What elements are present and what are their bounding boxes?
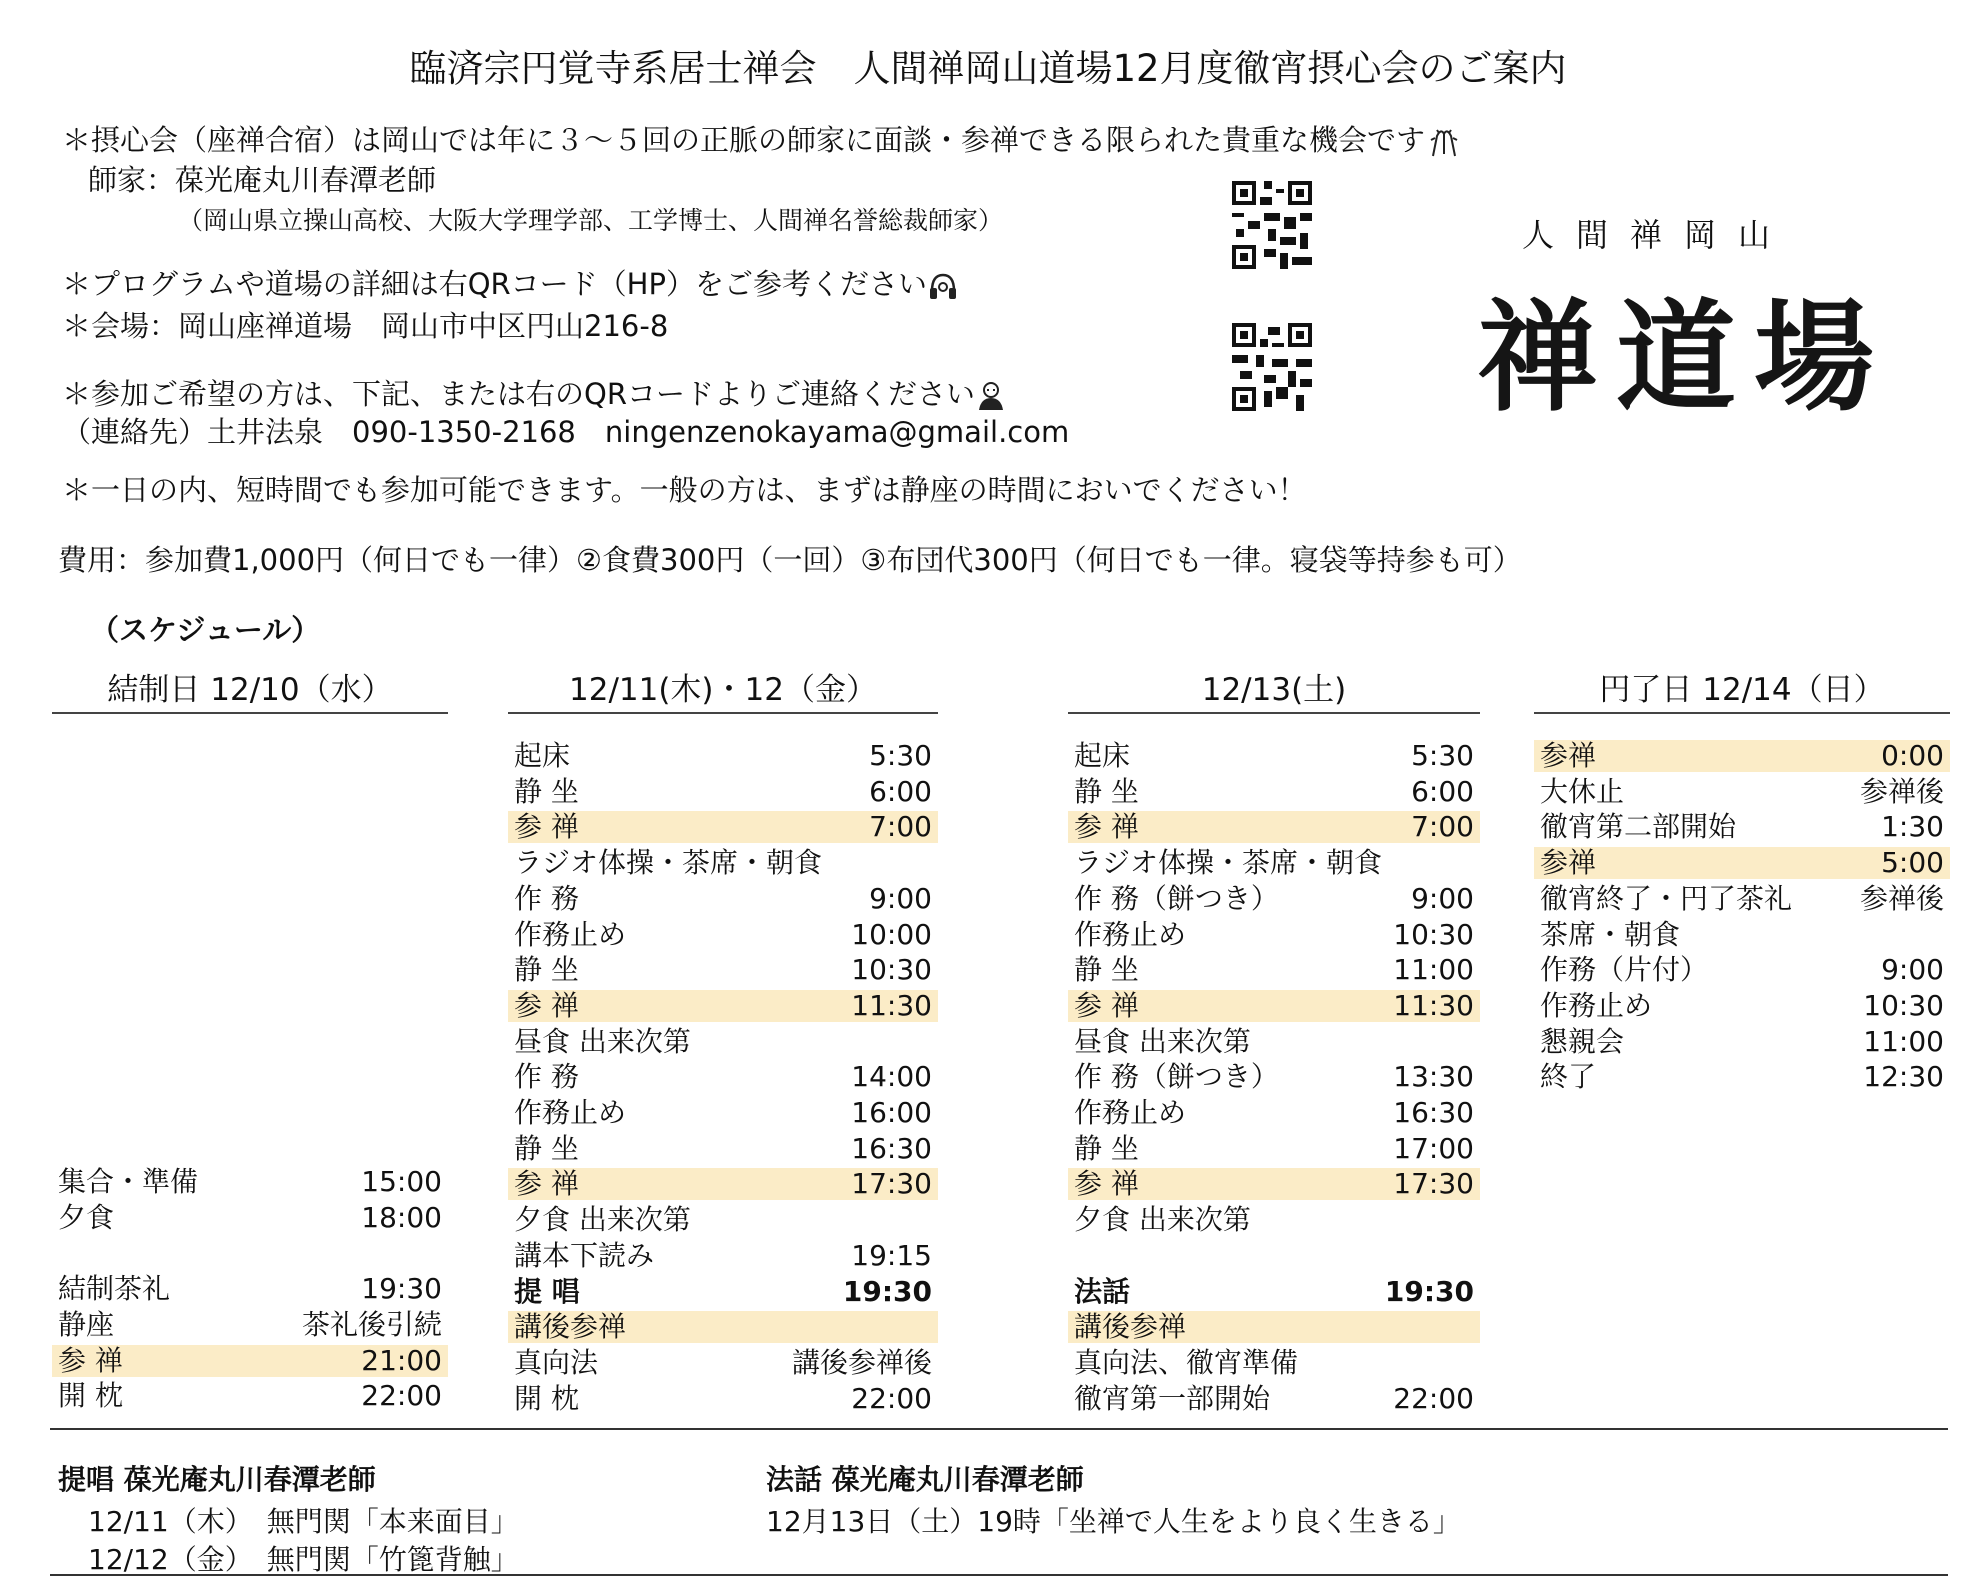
column-header: 12/13(土)	[1201, 672, 1347, 708]
schedule-activity: 夕食 出来次第	[514, 1203, 691, 1236]
fees-line: 費用：参加費1,000円（何日でも一律）②食費300円（一回）③布団代300円（何日でも一律。寝袋等持参も可）	[58, 543, 1522, 577]
schedule-activity: 参 禅	[58, 1344, 123, 1377]
schedule-activity: 作務止め	[1074, 1096, 1187, 1129]
schedule-row	[508, 1204, 938, 1236]
headphones-icon	[927, 271, 959, 301]
schedule-row	[1534, 740, 1950, 772]
schedule-row	[508, 1061, 938, 1093]
schedule-time: 7:00	[1411, 810, 1474, 843]
schedule-row	[1068, 883, 1480, 915]
schedule-activity: 作務止め	[514, 1096, 627, 1129]
schedule-row	[508, 811, 938, 843]
schedule-activity: 集合・準備	[58, 1165, 199, 1198]
schedule-activity: 終了	[1540, 1060, 1597, 1093]
schedule-row	[1068, 847, 1480, 879]
schedule-activity: 昼食 出来次第	[1074, 1025, 1251, 1058]
schedule-time: 16:30	[1393, 1096, 1474, 1129]
schedule-row	[508, 776, 938, 808]
schedule-activity: 静 坐	[514, 1132, 579, 1165]
schedule-time: 11:00	[1393, 953, 1474, 986]
schedule-activity: 静 坐	[1074, 953, 1139, 986]
schedule-activity: 作務止め	[514, 918, 627, 951]
schedule-row	[1534, 811, 1950, 843]
intro-line-retreat-text: ＊摂心会（座禅合宿）は岡山では年に３～５回の正脈の師家に面談・参禅できる限られた貴重な機会です	[62, 123, 1426, 157]
schedule-row	[508, 1383, 938, 1415]
schedule-activity: 作 務	[514, 1060, 579, 1093]
schedule-time: 5:00	[1881, 846, 1944, 879]
schedule-time: 9:00	[1411, 882, 1474, 915]
schedule-activity: 参 禅	[514, 1167, 579, 1200]
schedule-row	[1068, 740, 1480, 772]
schedule-activity: 結制茶礼	[58, 1272, 171, 1305]
schedule-time: 19:30	[1384, 1275, 1474, 1308]
schedule-row	[1534, 919, 1950, 951]
schedule-row	[508, 1276, 938, 1308]
schedule-time: 5:30	[869, 739, 932, 772]
logo-subtitle: 人間禅岡山	[1522, 216, 1793, 254]
schedule-activity: 作 務（餅つき）	[1074, 1060, 1279, 1093]
schedule-activity: 開 枕	[514, 1382, 579, 1415]
schedule-activity: 参禅	[1540, 739, 1597, 772]
section-divider	[50, 1428, 1948, 1430]
column-header: 円了日 12/14（日）	[1599, 672, 1885, 708]
schedule-row	[508, 1347, 938, 1379]
schedule-activity: 静 坐	[1074, 775, 1139, 808]
schedule-time: 0:00	[1881, 739, 1944, 772]
howa-heading: 法話 葆光庵丸川春潭老師	[766, 1463, 1084, 1496]
schedule-row	[1068, 990, 1480, 1022]
venue-line: ＊会場：岡山座禅道場 岡山市中区円山216-8	[62, 309, 669, 343]
schedule-activity: 参 禅	[1074, 1167, 1139, 1200]
intro-line-retreat	[62, 118, 1461, 159]
schedule-time: 9:00	[1881, 953, 1944, 986]
schedule-row	[1068, 1061, 1480, 1093]
schedule-row	[1068, 1347, 1480, 1379]
schedule-activity: 参 禅	[1074, 810, 1139, 843]
schedule-activity: 開 枕	[58, 1379, 123, 1412]
schedule-row	[1068, 1168, 1480, 1200]
schedule-row	[1068, 1204, 1480, 1236]
schedule-row	[1068, 1276, 1480, 1308]
column-rule	[1534, 712, 1950, 714]
schedule-activity: 作 務（餅つき）	[1074, 882, 1279, 915]
participation-line: ＊一日の内、短時間でも参加可能できます。一般の方は、まずは静座の時間においでください！	[62, 473, 1307, 507]
schedule-time: 7:00	[869, 810, 932, 843]
schedule-row	[1068, 1383, 1480, 1415]
schedule-time: 22:00	[851, 1382, 932, 1415]
schedule-row	[1068, 776, 1480, 808]
schedule-time: 19:30	[361, 1272, 442, 1305]
schedule-time: 19:30	[842, 1275, 932, 1308]
schedule-activity: 参 禅	[514, 810, 579, 843]
schedule-row	[508, 1240, 938, 1272]
schedule-activity: 茶席・朝食	[1540, 918, 1681, 951]
schedule-time: 19:15	[851, 1239, 932, 1272]
logo-dojo: 禅道場	[1478, 287, 1892, 428]
schedule-time: 15:00	[361, 1165, 442, 1198]
schedule-time: 12:30	[1863, 1060, 1944, 1093]
schedule-activity: 参 禅	[1074, 989, 1139, 1022]
schedule-activity: 作務止め	[1074, 918, 1187, 951]
schedule-activity: 提 唱	[514, 1275, 580, 1308]
qr-code-homepage[interactable]	[1232, 180, 1312, 270]
intro-line-qr	[62, 262, 959, 303]
schedule-row	[1068, 1026, 1480, 1058]
schedule-activity: 静座	[58, 1308, 115, 1341]
schedule-row	[1534, 847, 1950, 879]
schedule-row	[508, 919, 938, 951]
teisho-item: 12/11（木） 無門関「本来面目」	[88, 1505, 519, 1538]
schedule-activity: 参 禅	[514, 989, 579, 1022]
schedule-row	[508, 990, 938, 1022]
schedule-activity: 静 坐	[514, 953, 579, 986]
schedule-row	[1534, 883, 1950, 915]
schedule-time: 6:00	[869, 775, 932, 808]
schedule-row	[52, 1237, 448, 1269]
schedule-activity: 起床	[514, 739, 571, 772]
intro-line-contact	[62, 372, 1007, 413]
schedule-time: 14:00	[851, 1060, 932, 1093]
schedule-time: 22:00	[361, 1379, 442, 1412]
schedule-row	[508, 740, 938, 772]
schedule-activity: 法話	[1074, 1275, 1131, 1308]
schedule-time: 22:00	[1393, 1382, 1474, 1415]
schedule-activity: 講後参禅	[514, 1310, 627, 1343]
schedule-activity: 夕食 出来次第	[1074, 1203, 1251, 1236]
schedule-time: 13:30	[1393, 1060, 1474, 1093]
schedule-activity: 昼食 出来次第	[514, 1025, 691, 1058]
schedule-row	[52, 1202, 448, 1234]
schedule-time: 茶礼後引続	[301, 1308, 442, 1341]
schedule-activity: 真向法、徹宵準備	[1074, 1346, 1299, 1379]
schedule-row	[1068, 1240, 1480, 1272]
schedule-activity: 真向法	[514, 1346, 599, 1379]
schedule-row	[508, 883, 938, 915]
teisho-item: 12/12（金） 無門関「竹篦背触」	[88, 1543, 519, 1576]
schedule-time: 18:00	[361, 1201, 442, 1234]
schedule-time: 10:30	[1863, 989, 1944, 1022]
howa-item: 12月13日（土）19時「坐禅で人生をより良く生きる」	[766, 1505, 1461, 1538]
schedule-row	[1534, 1026, 1950, 1058]
schedule-activity: 徹宵第二部開始	[1540, 810, 1737, 843]
qr-code-contact[interactable]	[1232, 322, 1312, 412]
page-title: 臨済宗円覚寺系居士禅会 人間禅岡山道場12月度徹宵摂心会のご案内	[409, 47, 1567, 90]
teacher-line: 師家：葆光庵丸川春潭老師	[88, 163, 437, 197]
schedule-row	[1534, 1061, 1950, 1093]
schedule-row	[1068, 811, 1480, 843]
schedule-activity: 夕食	[58, 1201, 115, 1234]
contact-line: （連絡先）土井法泉 090-1350-2168 ningenzenokayama@gmail.com	[62, 415, 1070, 449]
schedule-row	[508, 954, 938, 986]
schedule-activity: 作務（片付）	[1540, 953, 1709, 986]
schedule-activity: 徹宵終了・円了茶礼	[1540, 882, 1793, 915]
schedule-time: 17:00	[1393, 1132, 1474, 1165]
schedule-time: 1:30	[1881, 810, 1944, 843]
schedule-time: 10:00	[851, 918, 932, 951]
schedule-activity: 起床	[1074, 739, 1131, 772]
schedule-row	[508, 847, 938, 879]
schedule-row	[1534, 990, 1950, 1022]
schedule-time: 講後参禅後	[791, 1346, 932, 1379]
schedule-row	[52, 1345, 448, 1377]
intro-line-contact-text: ＊参加ご希望の方は、下記、または右のQRコードよりご連絡ください	[62, 377, 975, 411]
teisho-heading: 提唱 葆光庵丸川春潭老師	[58, 1463, 376, 1496]
schedule-time: 11:30	[851, 989, 932, 1022]
schedule-time: 10:30	[1393, 918, 1474, 951]
schedule-row	[508, 1311, 938, 1343]
column-header: 結制日 12/10（水）	[107, 672, 393, 708]
schedule-row	[1068, 919, 1480, 951]
schedule-row	[508, 1026, 938, 1058]
schedule-time: 16:30	[851, 1132, 932, 1165]
schedule-row	[1068, 1133, 1480, 1165]
schedule-activity: 静 坐	[1074, 1132, 1139, 1165]
schedule-time: 参禅後	[1859, 882, 1944, 915]
schedule-activity: ラジオ体操・茶席・朝食	[1074, 846, 1383, 879]
schedule-row	[1534, 954, 1950, 986]
schedule-label: （スケジュール）	[90, 613, 321, 647]
schedule-time: 17:30	[851, 1167, 932, 1200]
schedule-row	[508, 1168, 938, 1200]
schedule-time: 21:00	[361, 1344, 442, 1377]
schedule-activity: 作務止め	[1540, 989, 1653, 1022]
schedule-row	[1068, 1097, 1480, 1129]
schedule-activity: 講後参禅	[1074, 1310, 1187, 1343]
praying-hands-icon	[1427, 126, 1461, 158]
teacher-profile: （岡山県立操山高校、大阪大学理学部、工学博士、人間禅名誉総裁師家）	[178, 206, 1004, 235]
person-icon	[975, 380, 1007, 412]
schedule-activity: 大休止	[1540, 775, 1625, 808]
schedule-row	[52, 1309, 448, 1341]
column-rule	[1068, 712, 1480, 714]
schedule-activity: 講本下読み	[514, 1239, 655, 1272]
schedule-time: 9:00	[869, 882, 932, 915]
schedule-time: 11:00	[1863, 1025, 1944, 1058]
schedule-time: 10:30	[851, 953, 932, 986]
schedule-row	[1534, 776, 1950, 808]
schedule-activity: 徹宵第一部開始	[1074, 1382, 1271, 1415]
schedule-row	[508, 1133, 938, 1165]
schedule-row	[52, 1273, 448, 1305]
column-rule	[508, 712, 938, 714]
intro-line-qr-text: ＊プログラムや道場の詳細は右QRコード（HP）をご参考ください	[62, 267, 927, 301]
schedule-activity: 懇親会	[1540, 1025, 1625, 1058]
schedule-activity: 静 坐	[514, 775, 579, 808]
schedule-time: 参禅後	[1859, 775, 1944, 808]
schedule-activity: 参禅	[1540, 846, 1597, 879]
schedule-row	[508, 1097, 938, 1129]
schedule-row	[52, 1380, 448, 1412]
schedule-row	[52, 1166, 448, 1198]
schedule-time: 16:00	[851, 1096, 932, 1129]
schedule-time: 5:30	[1411, 739, 1474, 772]
schedule-row	[1068, 1311, 1480, 1343]
column-header: 12/11(木)・12（金）	[569, 672, 877, 708]
schedule-row	[1068, 954, 1480, 986]
schedule-time: 6:00	[1411, 775, 1474, 808]
column-rule	[52, 712, 448, 714]
schedule-time: 11:30	[1393, 989, 1474, 1022]
schedule-time: 17:30	[1393, 1167, 1474, 1200]
schedule-activity: ラジオ体操・茶席・朝食	[514, 846, 823, 879]
schedule-activity: 作 務	[514, 882, 579, 915]
